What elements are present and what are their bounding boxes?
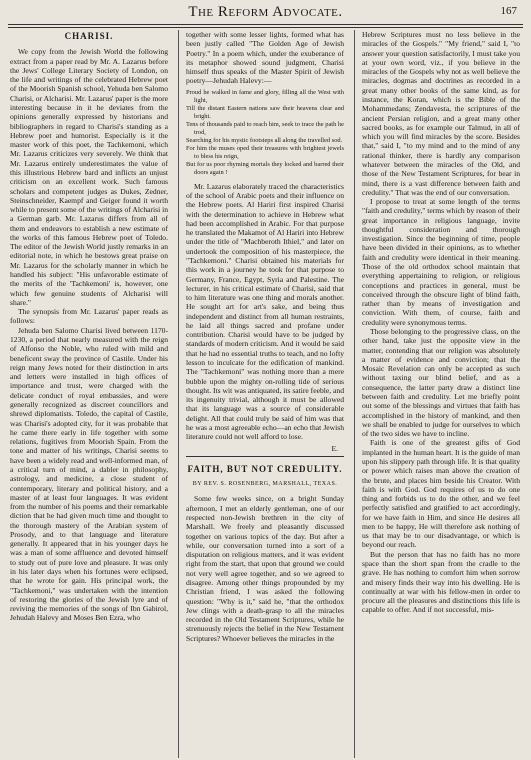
article-paragraph: Those belonging to the progressive class, on the other hand, take just the opposite view in the matter, contending that our religion was absolutely a matter of evidence and conviction; that the Mosaic Revelation can only be accepted as such without taxing our blind belief, and as a consequence, the latter party draw a distinct line between faith and credulity. Let me briefly point out some of the blessings and virtues that faith has accomplished in the history of mankind, and then we shall be enabled to judge for ourselves to which of the two sides we have to incline. [362,327,520,439]
article-paragraph: Mr. Lazarus elaborately traced the characteristics of the school of Arabic poets and their influence on the Hebrew poets. Al Hariri first inspired Charisi with the determination to achieve in Hebrew what had been accomplished in Arabic. For that purpose he translated the Makamot of Al Hariri into Hebrew under the title of "Machberoth Ithiel," and later on undertook the composition of his masterpiece, the "Tachkemoni." Charisi obtained his materials for this work in a journey he took for that purpose to Germany, France, Egypt, Syria and Palestine. The lecturer, in his critical estimate of Charisi, said that to him literature was one thing and morals another. He sought art for art's sake, and being thus independent and distinct from all human restraints, he laid all things sacred and profane under contribution. Charisi would have to be judged by standards of modern criticism. And it would be said that he had no essential truths to teach, and no lofty lesson to inculcate for the edification of mankind. The "Tachkemoni" was nothing more than a mere bubble upon the mighty on-rolling tide of serious thought. Its wit was antiquated, its satire feeble, and its ingenuity trivial, although it must be allowed that its language was a source of considerable delight. All that could truly be said of him was that he was a most agreeable echo—an echo that Jewish literature could not well afford to lose. [186,181,344,442]
poem-block [186,89,344,177]
header-rule-double [8,27,523,28]
header-rule [8,24,523,25]
column-1 [10,30,168,758]
poem-line: Till the distant Eastern nations saw their heavens clear and bright. [186,104,344,120]
article-byline: BY REV. S. ROSENBERG, MARSHALL, TEXAS. [192,481,338,488]
author-signature: E. [331,443,338,453]
article-title-faith: FAITH, BUT NOT CREDULITY. [187,463,343,474]
article-paragraph: The synopsis from Mr. Lazarus' paper reads as follows: [10,307,168,326]
poem-line: Tens of thousands paid to reach him, seek to trace the path he trod, [186,120,344,136]
column-divider-1 [178,30,179,758]
section-divider [186,456,344,457]
article-paragraph: Some few weeks since, on a bright Sunday afternoon, I met an elderly gentleman, one of our respected non-Jewish brethren in the city of Marshall. We freely and pleasantly discussed together on various topics of the day. But after a while, our conversation turned into a sort of a disputation on religious matters, and it was evident right from the start, that upon that ground we could not very well agree together, and so we agreed to disagree. Among other things propounded by my Christian friend, I was asked the following question: "Why is it," said he, "that the orthodox Jew clings with a death-grasp to all the miracles recorded in the Old Testament Scriptures, while he strenuously rejects the belief in the New Testament Scriptures? Whoever believes the miracles in the [186,494,344,643]
column-divider-2 [354,30,355,758]
article-paragraph: We copy from the Jewish World the following extract from a paper read by Mr. A. Lazarus before the Jews' College Literary Society of London, on the life and writings of the celebrated Hebrew poet of the Moorish Spanish school, Yehuda ben Salomo Charisi, or Alcharisi. Mr. Lazarus' paper is the more interesting because in it he deviates from the opinions generally expressed by historians and bibliographers in regard to Charisi's standing as a Hebrew poet and humorist. Especially is it the master work of this poet, the Tachkemoni, which Mr. Lazarus criticizes very severely. We think that Mr. Lazarus entirely underestimates the value of this illustrious Hebrew bard and inflicts an unjust criticism on an excellent work. Such famous scholars and competent judges as Dukes, Zedner, Steinschneider, Kaempf and Geiger found it worth while to present some of the writings of Alcharisi in a German garb. Mr. Lazarus differs from all of them and endeavors to establish a new estimate of the works of this famous Hebrew poet of Toledo. The editor of the Jewish World justly remarks in an editorial note, in which he bestows great praise on Mr. Lazarus for the scholarly manner in which he handled his subject: "His unfavorable estimate of the merits of the 'Tachkemoni' is, however, one which few genuine students of Alcharisi will share." [10,47,168,307]
poem-line: Proud he walked in fame and glory, filling all the West with light, [186,88,344,104]
article-paragraph: Jehuda ben Salomo Charisi lived between 1170-1230, a period that nearly measured with the reign of Alfonso the Noble, who ruled with mild and beneficent sway the province of Castile. Under his reign many Jews noted for their distinction in arts and letters were installed in high offices of importance and trust, were charged with the delicate conduct of royal embassies, and were generally recognized as discreet councillors and shrewd diplomatists. Toledo, the capital of Castile, was Charisi's adopted city, for it was probable that he came there early in life together with some relations, fugitives from Moorish Spain. From the tone and matter of his writings, Charisi seems to have been a widely read and well-informed man, of a critical turn of mind, a dabler in philosophy, astrology, and medicine, a close student of contemporary, literary and political history, and a master of at least four languages. It was evident from the number of his poems and their remarkable diction that he had given much time and thought to the thorough mastery of the Arabian system of Prosody, and to that language and literature generally. It appeared that in his younger days he was a man of some affluence and devoted himself to study out of pure love and pleasure. It was only in his later days when his fortunes were eclipsed, that he wrote for gain. His principal work, the "Tachkemoni," was undertaken with the intention of restoring the glories of the Jewish lyre and of reviving the memories of the songs of Ibn Gabirol, Jehudah Halevy and Moses Ben Ezra, who [10,325,168,623]
column-3 [362,30,520,758]
article-paragraph: But the person that has no faith has no more space than the short span from the cradle to the grave. He has nothing to comfort him when sorrow and misery finds their way into his dwelling. He is continually at war with his fellow-men in order to procure all the pleasures and distinctions this life is capable to offer. And if not successful, mis- [362,549,520,615]
poem-line: But for us poor rhyming mortals they locked and barred their doors again ! [186,160,344,176]
article-title-charisi: CHARISI. [64,31,114,41]
column-2 [186,30,344,758]
poem-line: Searching for his mystic footsteps all along the travelled sod. [186,136,343,144]
journal-title: The Reform Advocate. [188,4,343,20]
article-paragraph: Faith is one of the greatest gifts of God implanted in the human heart. It is the guide of man upon his slippery path through life. It is that quality or power which raises man above the creation of the brute, and places him beside his Creator. With faith is with God. God requires of us to do one thing and forbids us to do the other, and we feel perfectly satisfied and gratified to act accordingly, for we have faith in Him, and since He desires all men to be happy, He will therefore ask nothing of us that may be to our disadvantage, or which is beyond our reach. [362,438,520,550]
poem-line: For him the muses oped their treasures with brightest jewels to bless his reign, [186,144,344,160]
page-header [0,4,531,24]
article-paragraph: I propose to treat at some length of the terms "faith and credulity," terms which by reason of their great importance in religious language, invite thoughtful consideration and thorough investigation. Since the beginning of time, people have been divided in their opinions, as to whether faith and credulity were identical in their meaning. Those of the old orthodox school maintain that everything appertaining to religion, or religious conceptions and practices in general, must be conceived through the obscure light of blind faith, rather than by means of investigation and conviction. With them, of course, faith and credulity were synonymous terms. [362,197,520,327]
article-paragraph: Hebrew Scriptures must no less believe in the miracles of the Gospels." "My friend," said I, "to answer your question satisfactorily, I must take you at your own word, viz., if you believe in the miracles of the Gospels why not as well believe the miracles, dogmas and doctrines as recorded in a great many other books of the same kind, as for instance, the Koran, which is the Bible of the Mohammedans; Zendavesta, the scriptures of the ancient Persian religion, and a great many other sacred books, as for example our Talmud, in all of which you will find miracles by the score. Besides that," said I, "to my mind and to the mind of any rational thinker, there is hardly any comparison whatever between the miracles of the Old, and those of the New Testament Scriptures, for bear in mind, there is a vast difference between faith and credulity." That was the end of our conversation. [362,30,520,197]
page-number: 167 [500,5,517,17]
article-paragraph: together with some lesser lights, formed what has been justly called "The Golden Age of Jewish Poetry." In a poem which, under the exuberance of its metaphor showed sound judgment, Charisi himself thus speaks of the Master Spirit of Jewish poetry—Jehudah Halevy:— [186,30,344,86]
